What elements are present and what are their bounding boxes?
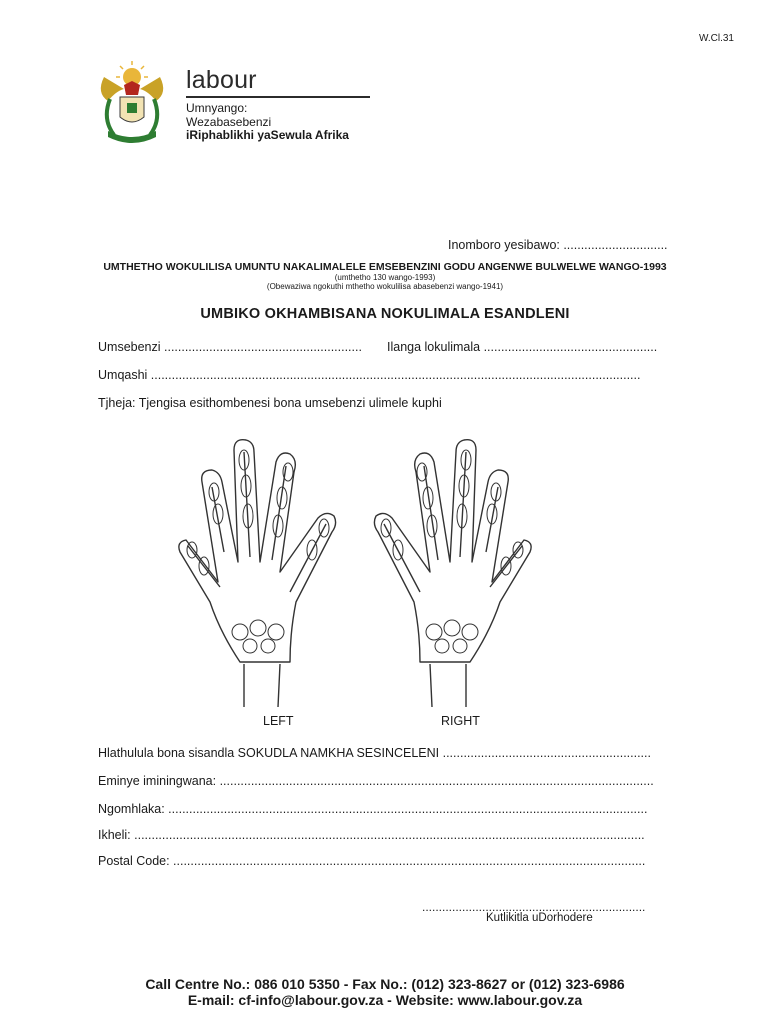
department-name bbox=[186, 102, 349, 143]
initials-field[interactable]: Eminye iminingwana: ............................................................................................................................. bbox=[98, 774, 654, 788]
occupation-field[interactable]: Umsebenzi ......................................................... bbox=[98, 340, 362, 354]
footer-contact-numbers: Call Centre No.: 086 010 5350 - Fax No.: (012) 323-8627 or (012) 323-6986 bbox=[145, 976, 625, 992]
signature-line[interactable]: ................................................................... bbox=[422, 900, 646, 914]
instruction-note: Tjheja: Tjengisa esithombenesi bona umsebenzi ulimele kuphi bbox=[98, 396, 442, 410]
postal-code-field[interactable]: Postal Code: ........................................................................................................................................ bbox=[98, 854, 646, 868]
act-title: UMTHETHO WOKULILISA UMUNTU NAKALIMALELE EMSEBENZINI GODU ANGENWE BULWELWE WANGO-1993 bbox=[103, 261, 667, 273]
address-field[interactable]: Ikheli: ................................................................................................................................................... bbox=[98, 828, 645, 842]
department-line-3: iRiphablikhi yaSewula Afrika bbox=[186, 128, 349, 142]
reference-number-field[interactable]: Inomboro yesibawo: .............................. bbox=[448, 238, 668, 252]
footer-email-website: E-mail: cf-info@labour.gov.za - Website: www.labour.gov.za bbox=[187, 992, 583, 1008]
act-subtitle-2: (Obewaziwa ngokuthi mthetho wokulilisa abasebenzi wango-1941) bbox=[266, 282, 504, 291]
department-line-1: Umnyango: bbox=[186, 101, 248, 115]
coat-of-arms-icon bbox=[94, 55, 170, 147]
injury-date-field[interactable]: Ilanga lokulimala .................................................. bbox=[387, 340, 658, 354]
brand-divider bbox=[186, 96, 370, 98]
brand-name: labour bbox=[186, 66, 257, 94]
act-subtitle-1: (umthetho 130 wango-1993) bbox=[334, 273, 436, 282]
hands-diagram[interactable] bbox=[140, 432, 570, 712]
signature-label: Kutlikitla uDorhodere bbox=[486, 912, 593, 924]
department-line-2: Wezabasebenzi bbox=[186, 114, 272, 129]
left-hand-icon bbox=[179, 440, 336, 707]
form-code: W.Cl.31 bbox=[698, 33, 734, 44]
hand-side-field[interactable]: Hlathulula bona sisandla SOKUDLA NAMKHA SESINCELENI ............................................................ bbox=[98, 746, 651, 760]
left-hand-label: LEFT bbox=[263, 714, 294, 728]
right-hand-label: RIGHT bbox=[441, 714, 480, 728]
right-hand-icon bbox=[374, 440, 531, 707]
surname-field[interactable]: Ngomhlaka: .......................................................................................................................................... bbox=[98, 802, 648, 816]
form-title: UMBIKO OKHAMBISANA NOKULIMALA ESANDLENI bbox=[200, 306, 570, 322]
employer-field[interactable]: Umqashi ............................................................................................................................................. bbox=[98, 368, 641, 382]
